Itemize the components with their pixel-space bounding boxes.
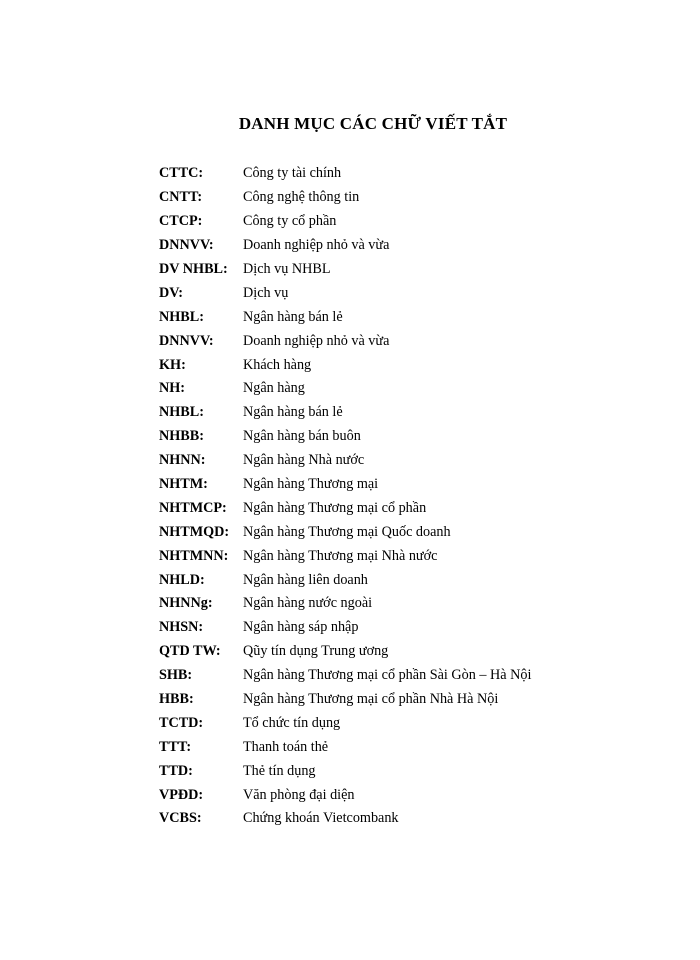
abbreviation-meaning: Doanh nghiệp nhỏ và vừa bbox=[243, 332, 390, 349]
abbreviation: VCBS: bbox=[159, 810, 202, 827]
abbreviation-meaning: Ngân hàng bán lẻ bbox=[243, 404, 343, 421]
list-item bbox=[159, 329, 639, 353]
abbreviation: TCTD: bbox=[159, 714, 204, 731]
abbreviation: NHLD: bbox=[159, 571, 205, 588]
list-item bbox=[159, 711, 639, 735]
abbreviation-meaning: Ngân hàng sáp nhập bbox=[243, 619, 359, 636]
abbreviation-meaning: Ngân hàng Thương mại bbox=[243, 476, 379, 493]
list-item bbox=[159, 377, 639, 401]
list-item bbox=[159, 473, 639, 497]
abbreviation: DV: bbox=[159, 284, 183, 301]
list-item bbox=[159, 568, 639, 592]
abbreviation-meaning: Ngân hàng Thương mại Quốc doanh bbox=[243, 523, 451, 540]
list-item bbox=[159, 807, 639, 831]
page-title: DANH MỤC CÁC CHỮ VIẾT TẮT bbox=[238, 114, 508, 133]
abbreviation-meaning: Công nghệ thông tin bbox=[243, 189, 360, 206]
abbreviation: NHSN: bbox=[159, 619, 204, 636]
abbreviation-meaning: Ngân hàng bbox=[243, 380, 305, 397]
abbreviation-meaning: Thanh toán thẻ bbox=[243, 738, 329, 755]
abbreviation-meaning: Ngân hàng bán buôn bbox=[243, 428, 361, 445]
list-item bbox=[159, 162, 639, 186]
abbreviation-meaning: Khách hàng bbox=[243, 356, 312, 373]
abbreviation: NHTMNN: bbox=[159, 547, 229, 564]
abbreviation: NHBL: bbox=[159, 404, 204, 421]
list-item bbox=[159, 735, 639, 759]
abbreviation-meaning: Qũy tín dụng Trung ương bbox=[243, 643, 389, 660]
abbreviation-meaning: Ngân hàng Thương mại cổ phần Nhà Hà Nội bbox=[243, 691, 499, 708]
abbreviation-meaning: Ngân hàng Nhà nước bbox=[243, 452, 365, 469]
abbreviation: DNNVV: bbox=[159, 332, 214, 349]
abbreviation-meaning: Dịch vụ bbox=[243, 284, 289, 301]
abbreviation: QTD TW: bbox=[159, 643, 221, 660]
abbreviation: DNNVV: bbox=[159, 237, 214, 254]
abbreviation: CTTC: bbox=[159, 165, 204, 182]
abbreviation: CNTT: bbox=[159, 189, 203, 206]
abbreviation: NHTMCP: bbox=[159, 499, 227, 516]
abbreviation-meaning: Công ty cổ phần bbox=[243, 213, 337, 230]
abbreviation-meaning: Chứng khoán Vietcombank bbox=[243, 810, 399, 827]
list-item bbox=[159, 664, 639, 688]
abbreviation: NHTMQD: bbox=[159, 523, 230, 540]
abbreviation-meaning: Doanh nghiệp nhỏ và vừa bbox=[243, 237, 390, 254]
abbreviation-meaning: Ngân hàng liên doanh bbox=[243, 571, 368, 588]
list-item bbox=[159, 353, 639, 377]
abbreviation-meaning: Ngân hàng bán lẻ bbox=[243, 308, 343, 325]
list-item bbox=[159, 234, 639, 258]
abbreviation: TTT: bbox=[159, 738, 192, 755]
abbreviation: NHNN: bbox=[159, 452, 206, 469]
abbreviation: NHNNg: bbox=[159, 595, 213, 612]
abbreviation-meaning: Ngân hàng nước ngoài bbox=[243, 595, 373, 612]
abbreviation-meaning: Thẻ tín dụng bbox=[243, 762, 316, 779]
list-item bbox=[159, 401, 639, 425]
abbreviation-meaning: Văn phòng đại diện bbox=[243, 786, 355, 803]
abbreviation-meaning: Ngân hàng Thương mại Nhà nước bbox=[243, 547, 438, 564]
abbreviation: NHBB: bbox=[159, 428, 204, 445]
abbreviation: DV NHBL: bbox=[159, 261, 228, 277]
abbreviation-meaning: Công ty tài chính bbox=[243, 165, 342, 182]
list-item bbox=[159, 258, 639, 282]
abbreviation: NH: bbox=[159, 380, 186, 397]
abbreviation-meaning: Ngân hàng Thương mại cổ phần Sài Gòn – Hà Nội bbox=[243, 667, 532, 684]
list-item bbox=[159, 496, 639, 520]
list-item bbox=[159, 688, 639, 712]
list-item bbox=[159, 759, 639, 783]
abbreviation: HBB: bbox=[159, 691, 194, 708]
abbreviation: TTD: bbox=[159, 762, 193, 779]
abbreviation-list bbox=[159, 162, 639, 831]
list-item bbox=[159, 186, 639, 210]
list-item bbox=[159, 616, 639, 640]
list-item bbox=[159, 783, 639, 807]
abbreviation-meaning: Ngân hàng Thương mại cổ phần bbox=[243, 499, 427, 516]
list-item bbox=[159, 449, 639, 473]
list-item bbox=[159, 640, 639, 664]
list-item bbox=[159, 592, 639, 616]
abbreviation: NHBL: bbox=[159, 308, 204, 325]
list-item bbox=[159, 281, 639, 305]
list-item bbox=[159, 210, 639, 234]
abbreviation: SHB: bbox=[159, 667, 193, 684]
abbreviation-meaning: Dịch vụ NHBL bbox=[243, 261, 331, 277]
abbreviation: NHTM: bbox=[159, 476, 208, 493]
list-item bbox=[159, 305, 639, 329]
abbreviation: KH: bbox=[159, 356, 186, 373]
list-item bbox=[159, 425, 639, 449]
abbreviation: CTCP: bbox=[159, 213, 203, 230]
abbreviation-meaning: Tổ chức tín dụng bbox=[243, 714, 341, 731]
list-item bbox=[159, 520, 639, 544]
abbreviation: VPĐD: bbox=[159, 786, 204, 803]
list-item bbox=[159, 544, 639, 568]
